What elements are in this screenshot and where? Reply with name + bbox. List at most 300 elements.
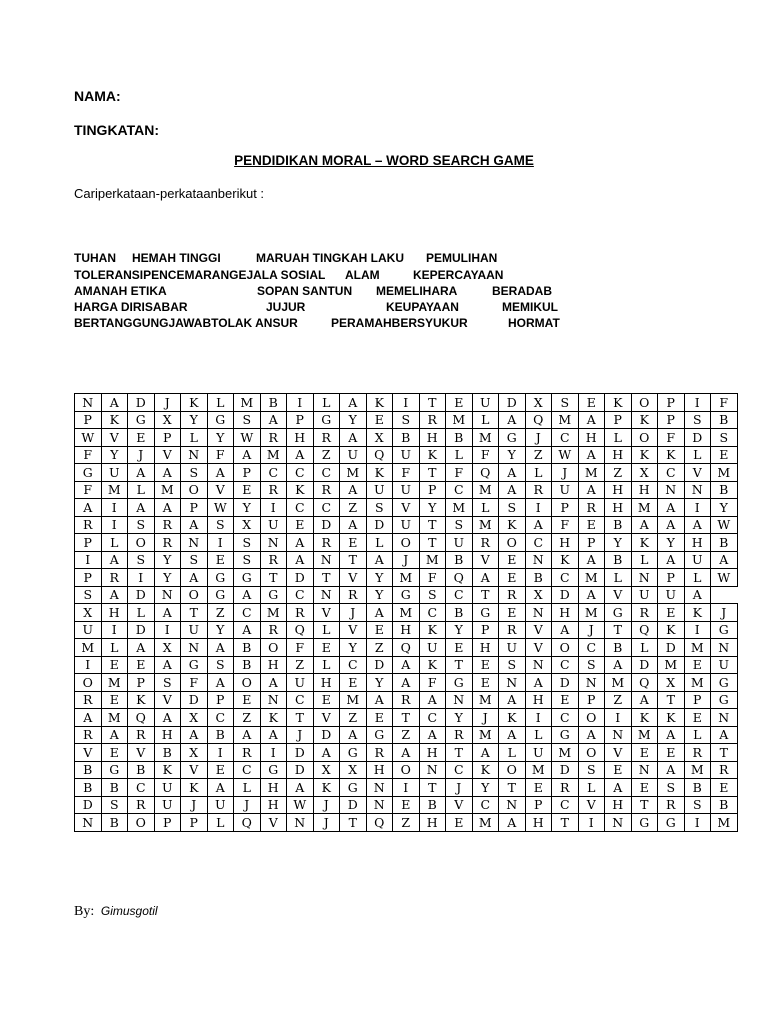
grid-cell[interactable]: Z [313, 446, 340, 464]
grid-cell[interactable]: S [207, 656, 234, 674]
grid-cell[interactable]: P [128, 674, 155, 692]
grid-cell[interactable]: D [552, 674, 579, 692]
grid-cell[interactable]: V [207, 481, 234, 499]
grid-cell[interactable]: Q [128, 709, 155, 727]
grid-cell[interactable]: L [101, 639, 128, 657]
grid-cell[interactable]: G [711, 674, 738, 692]
grid-cell[interactable]: M [393, 604, 420, 622]
grid-cell[interactable]: G [340, 779, 367, 797]
grid-cell[interactable]: L [578, 779, 605, 797]
grid-cell[interactable]: Z [605, 691, 632, 709]
grid-cell[interactable]: A [287, 446, 314, 464]
grid-cell[interactable]: B [419, 796, 446, 814]
grid-cell[interactable]: V [181, 761, 208, 779]
grid-cell[interactable]: N [75, 394, 102, 412]
grid-cell[interactable]: R [313, 534, 340, 552]
grid-cell[interactable]: D [128, 394, 155, 412]
grid-cell[interactable]: X [154, 411, 181, 429]
grid-cell[interactable]: M [631, 499, 658, 517]
grid-cell[interactable]: M [101, 674, 128, 692]
grid-cell[interactable]: A [207, 674, 234, 692]
grid-cell[interactable]: G [711, 691, 738, 709]
grid-cell[interactable]: M [472, 516, 499, 534]
grid-cell[interactable]: M [446, 411, 473, 429]
grid-cell[interactable]: V [684, 464, 711, 482]
grid-cell[interactable]: D [366, 516, 393, 534]
grid-cell[interactable]: A [313, 744, 340, 762]
grid-cell[interactable]: G [658, 814, 685, 832]
grid-cell[interactable]: C [260, 464, 287, 482]
grid-cell[interactable]: E [472, 674, 499, 692]
grid-cell[interactable]: B [234, 656, 261, 674]
grid-cell[interactable]: O [552, 639, 579, 657]
grid-cell[interactable]: N [75, 814, 102, 832]
grid-cell[interactable]: W [287, 796, 314, 814]
grid-cell[interactable]: Z [393, 814, 420, 832]
grid-cell[interactable]: N [711, 639, 738, 657]
grid-cell[interactable]: X [181, 744, 208, 762]
grid-cell[interactable]: V [472, 551, 499, 569]
grid-cell[interactable]: T [260, 569, 287, 587]
grid-cell[interactable]: B [154, 744, 181, 762]
grid-cell[interactable]: G [207, 569, 234, 587]
grid-cell[interactable]: G [472, 604, 499, 622]
grid-cell[interactable]: A [260, 674, 287, 692]
grid-cell[interactable]: R [366, 744, 393, 762]
grid-cell[interactable]: U [260, 516, 287, 534]
grid-cell[interactable]: A [658, 551, 685, 569]
grid-cell[interactable]: E [446, 814, 473, 832]
grid-cell[interactable]: X [631, 464, 658, 482]
grid-cell[interactable]: T [340, 814, 367, 832]
grid-cell[interactable]: E [711, 779, 738, 797]
grid-cell[interactable]: B [446, 604, 473, 622]
grid-cell[interactable]: D [684, 429, 711, 447]
grid-cell[interactable]: G [393, 586, 420, 604]
grid-cell[interactable]: A [234, 586, 261, 604]
grid-cell[interactable]: O [631, 394, 658, 412]
grid-cell[interactable]: S [128, 516, 155, 534]
grid-cell[interactable]: A [631, 516, 658, 534]
grid-cell[interactable]: A [711, 726, 738, 744]
grid-cell[interactable]: M [472, 691, 499, 709]
grid-cell[interactable]: A [154, 656, 181, 674]
grid-cell[interactable]: E [366, 709, 393, 727]
grid-cell[interactable]: A [499, 411, 526, 429]
grid-cell[interactable]: S [684, 411, 711, 429]
grid-cell[interactable]: C [419, 604, 446, 622]
grid-cell[interactable]: B [605, 551, 632, 569]
grid-cell[interactable]: M [472, 481, 499, 499]
grid-cell[interactable]: F [181, 674, 208, 692]
grid-cell[interactable]: C [552, 569, 579, 587]
grid-cell[interactable]: K [260, 709, 287, 727]
grid-cell[interactable]: G [207, 586, 234, 604]
grid-cell[interactable]: T [631, 796, 658, 814]
grid-cell[interactable]: H [525, 814, 552, 832]
grid-cell[interactable]: U [631, 586, 658, 604]
grid-cell[interactable]: M [631, 726, 658, 744]
grid-cell[interactable]: S [234, 411, 261, 429]
grid-cell[interactable]: A [578, 586, 605, 604]
grid-cell[interactable]: S [419, 586, 446, 604]
grid-cell[interactable]: X [658, 674, 685, 692]
grid-cell[interactable]: N [631, 569, 658, 587]
grid-cell[interactable]: T [711, 744, 738, 762]
grid-cell[interactable]: A [578, 481, 605, 499]
grid-cell[interactable]: C [340, 656, 367, 674]
grid-cell[interactable]: K [154, 761, 181, 779]
grid-cell[interactable]: B [101, 779, 128, 797]
grid-cell[interactable]: C [287, 499, 314, 517]
grid-cell[interactable]: Z [605, 464, 632, 482]
grid-cell[interactable]: C [578, 639, 605, 657]
grid-cell[interactable]: X [525, 586, 552, 604]
grid-cell[interactable]: U [711, 656, 738, 674]
grid-cell[interactable]: H [154, 726, 181, 744]
grid-cell[interactable]: A [154, 464, 181, 482]
grid-cell[interactable]: M [340, 464, 367, 482]
grid-cell[interactable]: P [75, 569, 102, 587]
grid-cell[interactable]: R [419, 411, 446, 429]
grid-cell[interactable]: A [393, 744, 420, 762]
grid-cell[interactable]: M [552, 411, 579, 429]
grid-cell[interactable]: L [631, 639, 658, 657]
grid-cell[interactable]: G [711, 621, 738, 639]
grid-cell[interactable]: U [154, 779, 181, 797]
grid-cell[interactable]: R [340, 586, 367, 604]
grid-cell[interactable]: S [499, 499, 526, 517]
grid-cell[interactable]: X [154, 639, 181, 657]
grid-cell[interactable]: I [684, 621, 711, 639]
grid-cell[interactable]: Y [366, 569, 393, 587]
grid-cell[interactable]: A [340, 481, 367, 499]
grid-cell[interactable]: Y [234, 499, 261, 517]
grid-cell[interactable]: P [578, 691, 605, 709]
grid-cell[interactable]: N [313, 551, 340, 569]
grid-cell[interactable]: V [605, 744, 632, 762]
grid-cell[interactable]: E [472, 656, 499, 674]
grid-cell[interactable]: C [419, 709, 446, 727]
grid-cell[interactable]: A [393, 656, 420, 674]
grid-cell[interactable]: E [128, 656, 155, 674]
grid-cell[interactable]: R [287, 604, 314, 622]
grid-cell[interactable]: Y [658, 534, 685, 552]
grid-cell[interactable]: N [631, 761, 658, 779]
grid-cell[interactable]: V [313, 604, 340, 622]
grid-cell[interactable]: V [525, 639, 552, 657]
grid-cell[interactable]: A [287, 779, 314, 797]
grid-cell[interactable]: P [684, 691, 711, 709]
grid-cell[interactable]: Y [711, 499, 738, 517]
grid-cell[interactable]: M [419, 551, 446, 569]
grid-cell[interactable]: C [552, 796, 579, 814]
grid-cell[interactable]: L [684, 446, 711, 464]
grid-cell[interactable]: S [578, 761, 605, 779]
grid-cell[interactable]: E [684, 709, 711, 727]
grid-cell[interactable]: O [260, 639, 287, 657]
grid-cell[interactable]: W [711, 569, 738, 587]
grid-cell[interactable]: E [552, 691, 579, 709]
grid-cell[interactable]: J [154, 394, 181, 412]
grid-cell[interactable]: A [128, 639, 155, 657]
grid-cell[interactable]: R [128, 796, 155, 814]
grid-cell[interactable]: R [446, 726, 473, 744]
grid-cell[interactable]: E [101, 691, 128, 709]
grid-cell[interactable]: N [181, 639, 208, 657]
grid-cell[interactable]: K [181, 779, 208, 797]
grid-cell[interactable]: J [578, 621, 605, 639]
grid-cell[interactable]: N [605, 726, 632, 744]
grid-cell[interactable]: A [75, 709, 102, 727]
grid-cell[interactable]: L [313, 656, 340, 674]
grid-cell[interactable]: T [181, 604, 208, 622]
grid-cell[interactable]: M [684, 639, 711, 657]
grid-cell[interactable]: E [499, 604, 526, 622]
grid-cell[interactable]: V [578, 796, 605, 814]
grid-cell[interactable]: G [605, 604, 632, 622]
grid-cell[interactable]: S [552, 394, 579, 412]
grid-cell[interactable]: N [578, 674, 605, 692]
grid-cell[interactable]: R [684, 744, 711, 762]
grid-cell[interactable]: E [578, 394, 605, 412]
grid-cell[interactable]: Y [366, 586, 393, 604]
grid-cell[interactable]: T [446, 656, 473, 674]
grid-cell[interactable]: R [260, 429, 287, 447]
grid-cell[interactable]: M [684, 761, 711, 779]
grid-cell[interactable]: U [472, 394, 499, 412]
grid-cell[interactable]: C [446, 761, 473, 779]
grid-cell[interactable]: M [101, 481, 128, 499]
grid-cell[interactable]: L [499, 744, 526, 762]
grid-cell[interactable]: Y [419, 499, 446, 517]
grid-cell[interactable]: M [684, 674, 711, 692]
grid-cell[interactable]: A [658, 516, 685, 534]
grid-cell[interactable]: O [393, 534, 420, 552]
grid-cell[interactable]: A [605, 779, 632, 797]
grid-cell[interactable]: I [207, 534, 234, 552]
grid-cell[interactable]: Q [472, 464, 499, 482]
grid-cell[interactable]: Q [393, 639, 420, 657]
grid-cell[interactable]: B [711, 534, 738, 552]
grid-cell[interactable]: P [287, 411, 314, 429]
grid-cell[interactable]: U [207, 796, 234, 814]
grid-cell[interactable]: Z [340, 709, 367, 727]
grid-cell[interactable]: K [101, 411, 128, 429]
grid-cell[interactable]: D [128, 586, 155, 604]
grid-cell[interactable]: U [154, 796, 181, 814]
grid-cell[interactable]: P [552, 499, 579, 517]
grid-cell[interactable]: E [366, 411, 393, 429]
grid-cell[interactable]: K [366, 394, 393, 412]
grid-cell[interactable]: O [234, 674, 261, 692]
grid-cell[interactable]: V [154, 691, 181, 709]
grid-cell[interactable]: R [658, 796, 685, 814]
grid-cell[interactable]: T [658, 691, 685, 709]
grid-cell[interactable]: E [711, 446, 738, 464]
grid-cell[interactable]: I [684, 499, 711, 517]
grid-cell[interactable]: Q [366, 446, 393, 464]
grid-cell[interactable]: O [393, 761, 420, 779]
grid-cell[interactable]: C [446, 481, 473, 499]
grid-cell[interactable]: Y [207, 621, 234, 639]
grid-cell[interactable]: S [366, 499, 393, 517]
grid-cell[interactable]: A [658, 726, 685, 744]
grid-cell[interactable]: K [419, 656, 446, 674]
grid-cell[interactable]: I [207, 744, 234, 762]
grid-cell[interactable]: U [552, 481, 579, 499]
grid-cell[interactable]: N [154, 586, 181, 604]
grid-cell[interactable]: A [340, 394, 367, 412]
grid-cell[interactable]: Y [446, 621, 473, 639]
grid-cell[interactable]: F [711, 394, 738, 412]
grid-cell[interactable]: T [446, 744, 473, 762]
grid-cell[interactable]: M [234, 394, 261, 412]
grid-cell[interactable]: Z [207, 604, 234, 622]
grid-cell[interactable]: L [605, 569, 632, 587]
grid-cell[interactable]: O [128, 814, 155, 832]
grid-cell[interactable]: J [340, 604, 367, 622]
grid-cell[interactable]: D [552, 586, 579, 604]
grid-cell[interactable]: F [552, 516, 579, 534]
grid-cell[interactable]: A [684, 586, 711, 604]
grid-cell[interactable]: V [446, 796, 473, 814]
grid-cell[interactable]: P [658, 569, 685, 587]
grid-cell[interactable]: A [207, 639, 234, 657]
grid-cell[interactable]: A [154, 709, 181, 727]
grid-cell[interactable]: S [446, 516, 473, 534]
grid-cell[interactable]: S [181, 551, 208, 569]
grid-cell[interactable]: X [181, 709, 208, 727]
grid-cell[interactable]: R [154, 516, 181, 534]
grid-cell[interactable]: D [499, 394, 526, 412]
grid-cell[interactable]: K [472, 761, 499, 779]
grid-cell[interactable]: V [260, 814, 287, 832]
grid-cell[interactable]: C [472, 796, 499, 814]
grid-cell[interactable]: N [366, 796, 393, 814]
grid-cell[interactable]: L [128, 481, 155, 499]
grid-cell[interactable]: C [525, 534, 552, 552]
grid-cell[interactable]: U [181, 621, 208, 639]
grid-cell[interactable]: A [499, 691, 526, 709]
grid-cell[interactable]: B [234, 639, 261, 657]
grid-cell[interactable]: L [128, 604, 155, 622]
grid-cell[interactable]: D [287, 569, 314, 587]
grid-cell[interactable]: G [260, 761, 287, 779]
grid-cell[interactable]: T [419, 779, 446, 797]
grid-cell[interactable]: L [207, 814, 234, 832]
grid-cell[interactable]: H [260, 656, 287, 674]
grid-cell[interactable]: I [684, 394, 711, 412]
grid-cell[interactable]: D [313, 726, 340, 744]
grid-cell[interactable]: A [128, 499, 155, 517]
grid-cell[interactable]: G [260, 586, 287, 604]
grid-cell[interactable]: B [525, 569, 552, 587]
grid-cell[interactable]: A [154, 499, 181, 517]
grid-cell[interactable]: A [499, 726, 526, 744]
grid-cell[interactable]: C [234, 761, 261, 779]
grid-cell[interactable]: R [260, 551, 287, 569]
grid-cell[interactable]: N [525, 551, 552, 569]
grid-cell[interactable]: J [446, 779, 473, 797]
grid-cell[interactable]: L [313, 394, 340, 412]
grid-cell[interactable]: A [499, 481, 526, 499]
grid-cell[interactable]: F [287, 639, 314, 657]
grid-cell[interactable]: K [287, 481, 314, 499]
grid-cell[interactable]: H [605, 499, 632, 517]
grid-cell[interactable]: H [366, 761, 393, 779]
grid-cell[interactable]: B [75, 761, 102, 779]
grid-cell[interactable]: A [340, 429, 367, 447]
grid-cell[interactable]: V [340, 569, 367, 587]
grid-cell[interactable]: E [631, 744, 658, 762]
grid-cell[interactable]: M [658, 656, 685, 674]
grid-cell[interactable]: L [313, 621, 340, 639]
grid-cell[interactable]: E [658, 744, 685, 762]
grid-cell[interactable]: L [525, 726, 552, 744]
grid-cell[interactable]: Z [393, 726, 420, 744]
grid-cell[interactable]: X [340, 761, 367, 779]
grid-cell[interactable]: E [313, 691, 340, 709]
grid-cell[interactable]: D [340, 796, 367, 814]
grid-cell[interactable]: E [446, 394, 473, 412]
grid-cell[interactable]: Y [366, 674, 393, 692]
grid-cell[interactable]: N [711, 709, 738, 727]
grid-cell[interactable]: E [499, 551, 526, 569]
grid-cell[interactable]: A [260, 411, 287, 429]
grid-cell[interactable]: E [393, 796, 420, 814]
grid-cell[interactable]: R [313, 481, 340, 499]
grid-cell[interactable]: A [605, 656, 632, 674]
grid-cell[interactable]: H [631, 481, 658, 499]
grid-cell[interactable]: M [75, 639, 102, 657]
grid-cell[interactable]: B [207, 726, 234, 744]
grid-cell[interactable]: Q [287, 621, 314, 639]
grid-cell[interactable]: P [658, 411, 685, 429]
grid-cell[interactable]: K [419, 446, 446, 464]
grid-cell[interactable]: M [472, 814, 499, 832]
grid-cell[interactable]: Y [446, 709, 473, 727]
grid-cell[interactable]: V [154, 446, 181, 464]
grid-cell[interactable]: F [75, 446, 102, 464]
grid-cell[interactable]: L [525, 464, 552, 482]
grid-cell[interactable]: A [578, 726, 605, 744]
grid-cell[interactable]: I [578, 814, 605, 832]
grid-cell[interactable]: R [711, 761, 738, 779]
grid-cell[interactable]: N [181, 534, 208, 552]
grid-cell[interactable]: M [472, 429, 499, 447]
grid-cell[interactable]: L [207, 394, 234, 412]
grid-cell[interactable]: H [260, 779, 287, 797]
grid-cell[interactable]: H [393, 621, 420, 639]
grid-cell[interactable]: I [525, 709, 552, 727]
grid-cell[interactable]: U [419, 639, 446, 657]
grid-cell[interactable]: M [340, 691, 367, 709]
grid-cell[interactable]: A [419, 726, 446, 744]
grid-cell[interactable]: T [393, 709, 420, 727]
grid-cell[interactable]: R [75, 691, 102, 709]
grid-cell[interactable]: A [287, 551, 314, 569]
grid-cell[interactable]: H [525, 691, 552, 709]
grid-cell[interactable]: Y [181, 411, 208, 429]
grid-cell[interactable]: E [446, 639, 473, 657]
grid-cell[interactable]: C [287, 464, 314, 482]
grid-cell[interactable]: E [525, 779, 552, 797]
grid-cell[interactable]: O [499, 534, 526, 552]
grid-cell[interactable]: L [472, 411, 499, 429]
grid-cell[interactable]: Z [366, 639, 393, 657]
grid-cell[interactable]: A [207, 779, 234, 797]
